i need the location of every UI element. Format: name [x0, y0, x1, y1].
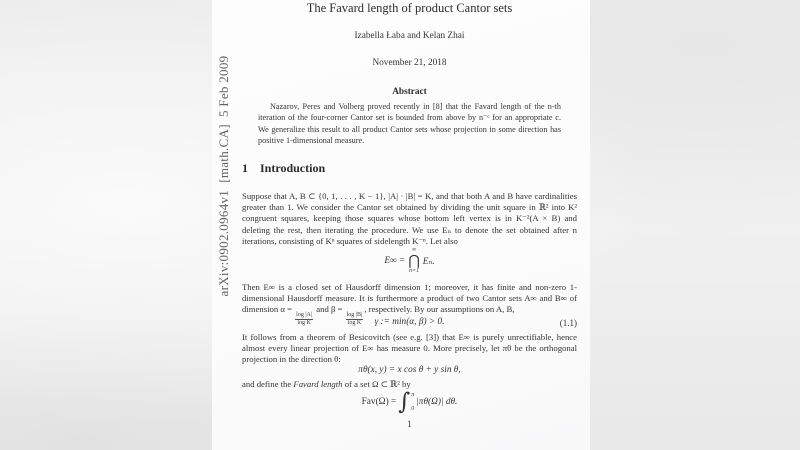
abstract-heading: Abstract [392, 87, 427, 97]
paragraph-hausdorff-mid: and β = [314, 304, 345, 315]
paragraph-hausdorff-pre: Then E∞ is a closed set of Hausdorff dimension 1; moreover, it has finite and non-zero 1-dimensional Hausdorff measure. It is furthermore a product of two Cantor sets A∞ and B∞ of dimension α = [242, 282, 577, 315]
intersection-operator: ⋂ [408, 253, 420, 269]
integral-limits [411, 392, 414, 412]
paper-date: November 21, 2018 [372, 58, 447, 68]
lower-limit: n=1 [409, 268, 420, 274]
paragraph-setup: Suppose that A, B ⊂ {0, 1, . . . , K − 1}, |A| · |B| = K, and that both A and B have cardinalities greater than 1. We consider the Cantor set obtained by dividing the unit square in ℝ² into K² congruent squares, keeping those squares whose bottom left vertex is in K⁻²(A × B) and deleting the rest, then iterating the procedure. We use Eₙ to denote the set obtained after n iterations, consisting of Kⁿ squares of sidelength K⁻ⁿ. Let also [242, 191, 577, 246]
equation-favard-rhs: |πθ(Ω)| dθ. [416, 397, 458, 407]
upper-limit: ∞ [411, 247, 417, 253]
integral-symbol: ∫ [398, 389, 411, 415]
equation-intersection [242, 247, 577, 275]
fraction-alpha-numerator: log |A| [296, 312, 313, 319]
equation-intersection-rhs: Eₙ. [422, 256, 435, 267]
arxiv-stamp: arXiv:0902.0964v1 [math.CA] 5 Feb 2009 [216, 55, 231, 297]
equation-intersection-lhs: E∞ = [384, 256, 406, 266]
section-number: 1 [242, 161, 248, 175]
abstract-text: Nazarov, Peres and Volberg proved recently in [8] that the Favard length of the n-th iteration of the four-corner Cantor set is bounded from above by n⁻ᶜ for an appropriate c. We generalize this result to all product Cantor sets whose projection in some direction has positive 1-dimensional measure. [258, 102, 561, 145]
paragraph-besicovitch: It follows from a theorem of Besicovitch (see e.g. [3]) that E∞ is purely unrectifiable, hence almost every linear projection of E∞ has measure 0. More precisely, let πθ be the orthogonal projection in the direction θ: [242, 332, 577, 365]
favard-length-term: Favard length [293, 379, 343, 389]
integral-upper-limit: π [411, 392, 415, 398]
paper-title: The Favard length of product Cantor sets [306, 1, 513, 15]
paragraph-hausdorff-post: , respectively. By our assumptions on A, B, [364, 304, 515, 315]
fraction-alpha-denominator: log K [297, 320, 311, 327]
section-title: Introduction [260, 161, 326, 175]
integral-lower-limit: 0 [411, 406, 415, 412]
favard-line-pre: and define the [242, 379, 294, 389]
n-ary-intersection-symbol [408, 247, 419, 275]
equation-number-1-1: (1.1) [559, 318, 577, 328]
integral-group [398, 391, 414, 413]
equation-favard-length [242, 391, 577, 413]
equation-favard-lhs: Fav(Ω) = [361, 397, 397, 407]
favard-line-post: of a set Ω ⊂ ℝ² by [342, 379, 411, 389]
page-number: 1 [407, 419, 412, 429]
fraction-beta-denominator: log K [347, 320, 362, 327]
equation-gamma [242, 317, 577, 327]
section-heading-introduction [242, 161, 577, 176]
paper-authors: Izabella Łaba and Kelan Zhai [354, 31, 465, 41]
fraction-beta-numerator: log |B| [346, 312, 363, 319]
equation-projection: πθ(x, y) = x cos θ + y sin θ, [358, 365, 461, 375]
equation-gamma-body: γ := min(α, β) > 0. [374, 317, 445, 327]
